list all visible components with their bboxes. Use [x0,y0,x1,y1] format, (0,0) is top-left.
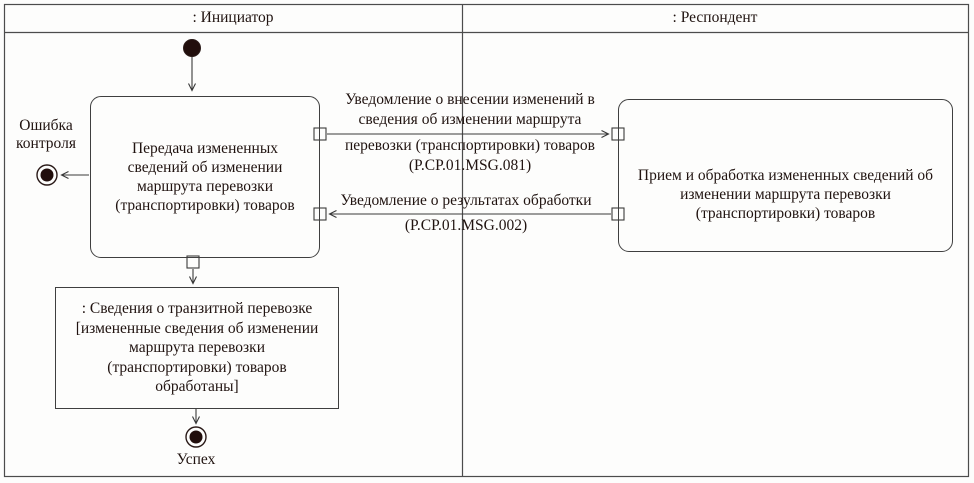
object-text-line: [измененные сведения об изменении [75,319,319,337]
action-receive-process-changed-info [618,99,953,252]
action-text-line: Прием и обработка измененных сведений об [637,167,934,184]
object-text-line: (транспортировки) товаров [107,358,287,376]
success-final-node-core-icon [190,431,203,444]
message-flow-1-label-above [318,90,622,130]
error-label-line: Ошибка [19,117,73,134]
success-final-label: Успех [176,451,216,468]
action-text-line: (транспортировки) товаров [115,197,295,214]
action-transfer-changed-info [90,96,320,258]
message-text-line: Уведомление о внесении изменений в [345,91,595,108]
message-flow-2-label-above [310,191,622,211]
action-text-line: Передача измененных [131,140,278,157]
object-text-line: маршрута перевозки [129,339,265,357]
error-final-node-core-icon [41,169,54,182]
object-text-line: обработаны] [155,378,239,396]
message-text-line: (P.CP.01.MSG.002) [404,217,528,234]
action-text-line: маршрута перевозки [137,178,273,195]
message-flow-1-label-below [318,136,622,176]
object-node-transit-info [55,287,339,409]
error-label-line: контроля [16,135,76,152]
swimlane-header-initiator: : Инициатор [192,9,274,26]
initial-node-icon [184,40,201,57]
message-flow-2-label-below [310,216,622,236]
error-final-label [0,117,92,153]
message-text-line: сведения об изменении маршрута [358,111,582,128]
message-text-line: перевозки (транспортировки) товаров [345,137,595,154]
object-text-line: : Сведения о транзитной перевозке [81,300,313,318]
message-text-line: (P.CP.01.MSG.081) [408,157,532,174]
message-text-line: Уведомление о результатах обработки [340,192,592,209]
action-text-line: (транспортировки) товаров [695,205,876,222]
action-text-line: изменении маршрута перевозки [680,186,891,203]
action-text-line: сведений об изменении [127,159,283,176]
swimlane-header-respondent: : Респондент [672,9,758,26]
